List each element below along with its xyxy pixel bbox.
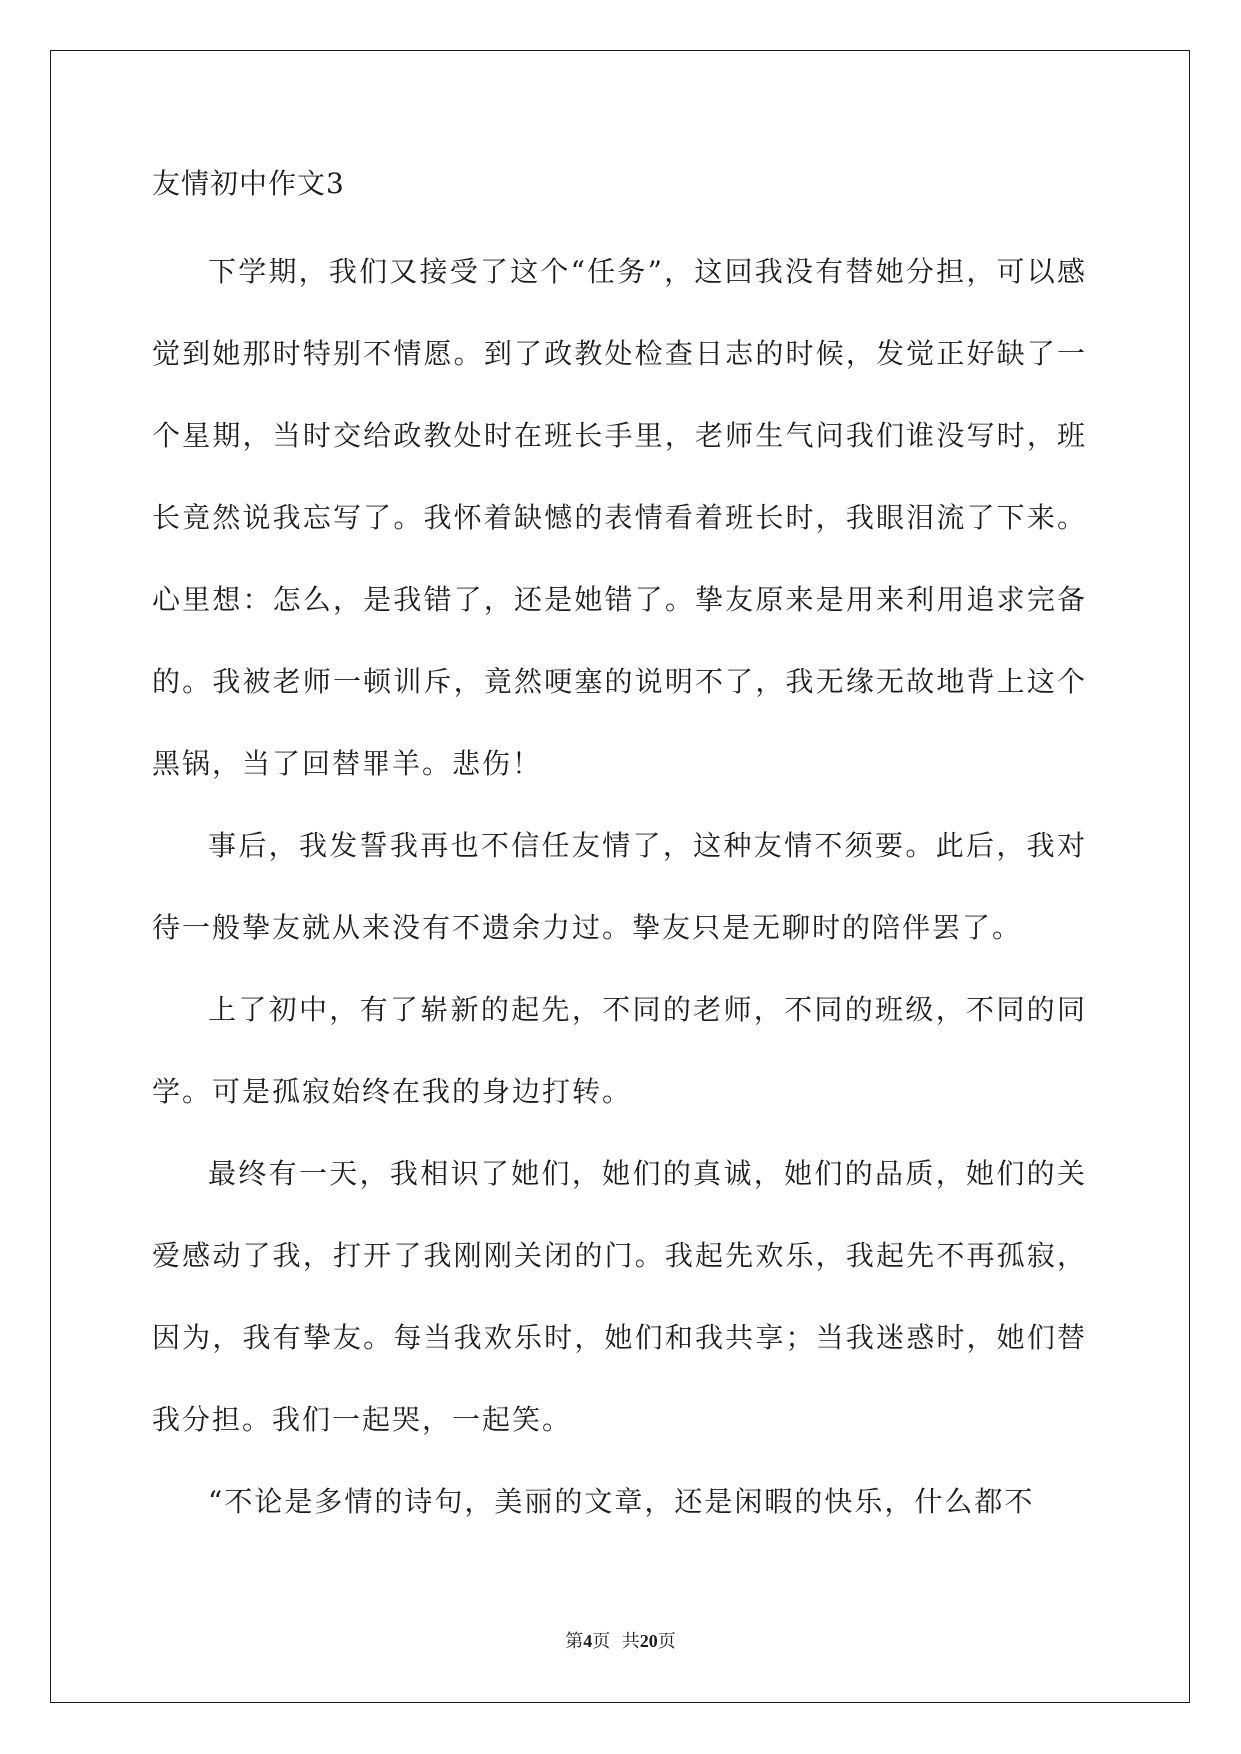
footer-suffix: 页 <box>657 1631 676 1652</box>
paragraph-3: 上了初中，有了崭新的起先，不同的老师，不同的班级，不同的同学。可是孤寂始终在我的身边打转。 <box>152 993 1087 1108</box>
paragraph-2: 事后，我发誓我再也不信任友情了，这种友情不须要。此后，我对待一般挚友就从来没有不遗余力过。挚友只是无聊时的陪伴罢了。 <box>152 829 1087 944</box>
current-page-number: 4 <box>583 1631 593 1651</box>
footer-prefix: 第 <box>565 1631 584 1652</box>
paragraph-4: 最终有一天，我相识了她们，她们的真诚，她们的品质，她们的关爱感动了我，打开了我刚刚关闭的门。我起先欢乐，我起先不再孤寂，因为，我有挚友。每当我欢乐时，她们和我共享；当我迷惑时，她们替我分担。我们一起哭，一起笑。 <box>152 1157 1087 1436</box>
footer-middle: 页 共 <box>592 1631 640 1652</box>
document-body <box>152 160 1087 1543</box>
total-page-count: 20 <box>639 1631 658 1651</box>
paragraph-1: 下学期，我们又接受了这个“任务”，这回我没有替她分担，可以感觉到她那时特别不情愿。到了政教处检查日志的时候，发觉正好缺了一个星期，当时交给政教处时在班长手里，老师生气问我们谁没写时，班长竟然说我忘写了。我怀着缺憾的表情看着班长时，我眼泪流了下来。心里想：怎么，是我错了，还是她错了。挚友原来是用来利用追求完备的。我被老师一顿训斥，竟然哽塞的说明不了，我无缘无故地背上这个黑锅，当了回替罪羊。悲伤！ <box>152 255 1087 780</box>
document-title: 友情初中作文3 <box>152 167 345 200</box>
page-footer <box>0 1627 1241 1653</box>
paragraph-5: “不论是多情的诗句，美丽的文章，还是闲暇的快乐，什么都不 <box>208 1485 1035 1518</box>
